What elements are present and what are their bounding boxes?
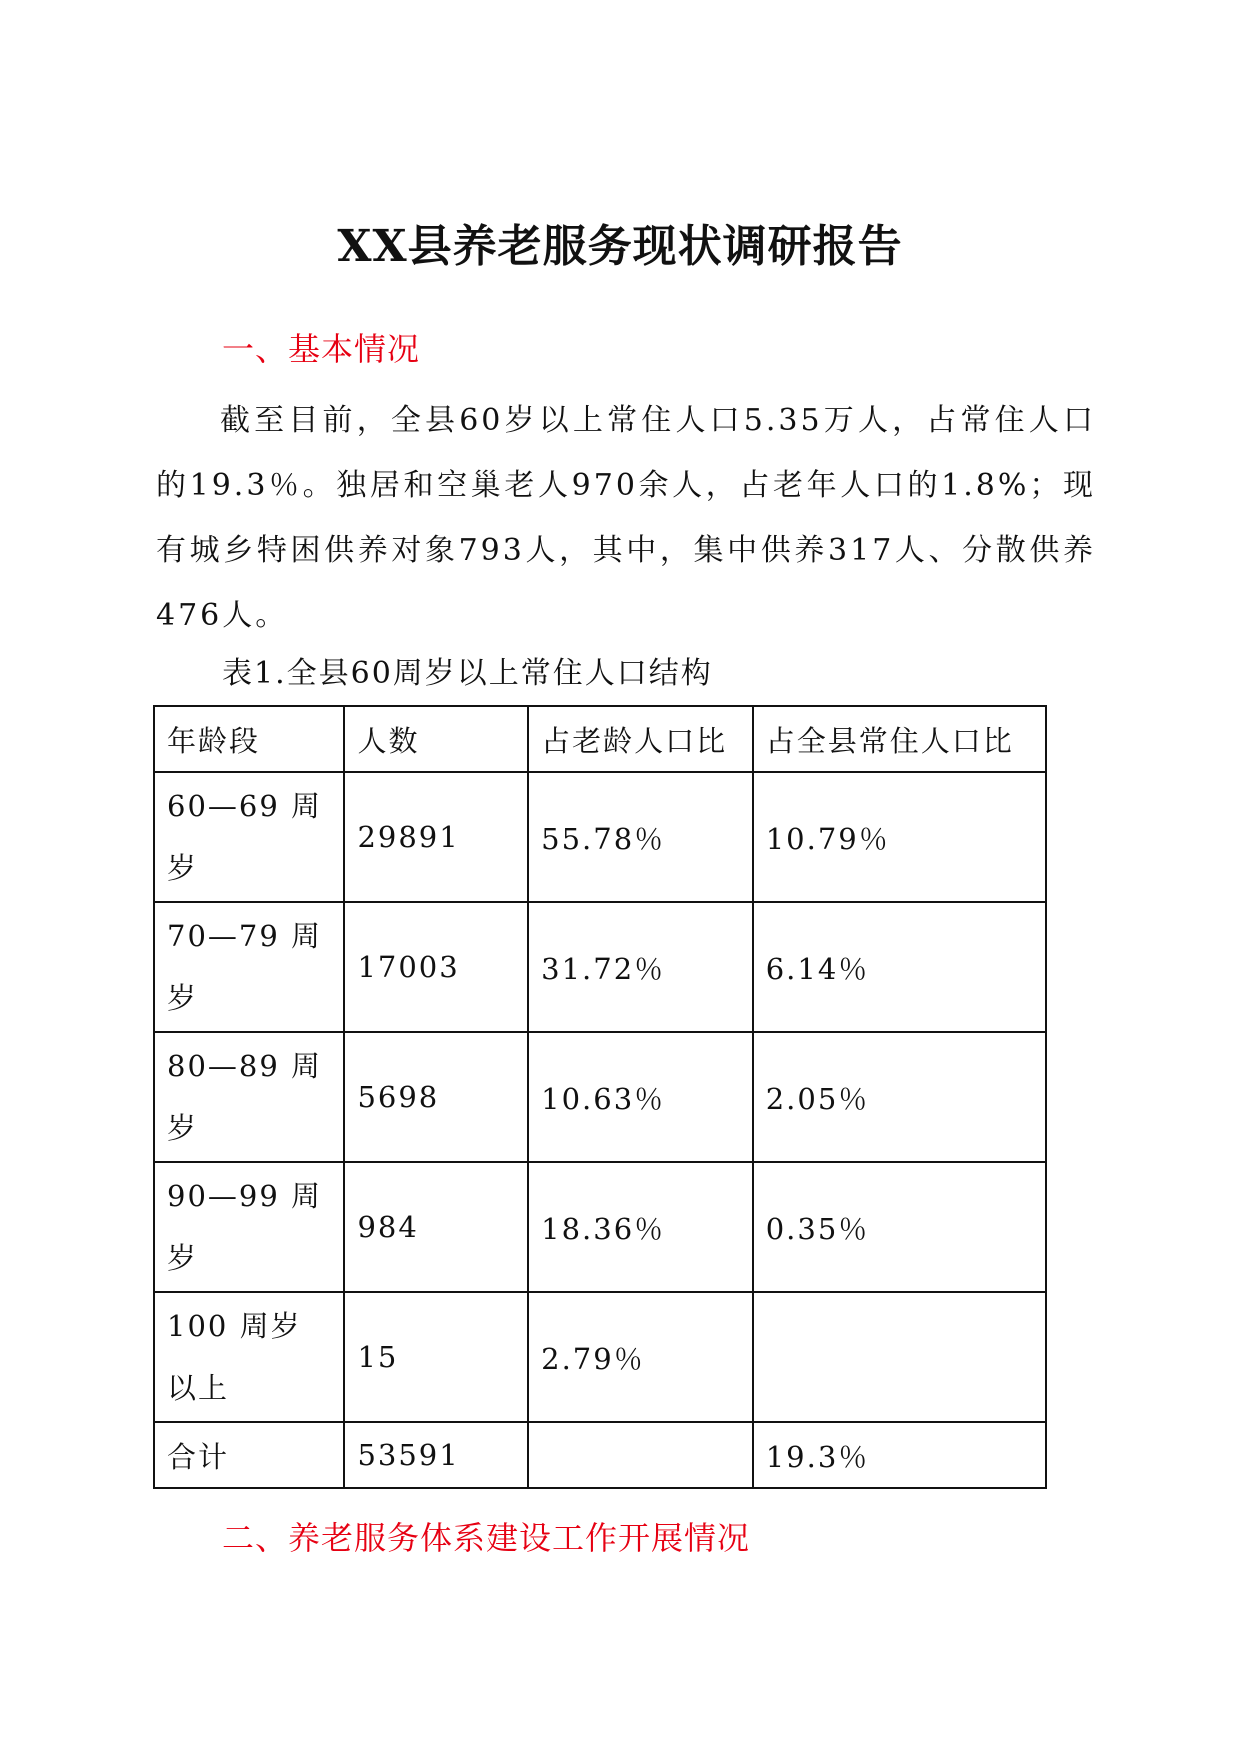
section-heading-basic-situation: 一、基本情况 <box>222 330 421 368</box>
table-cell-total-elderly-share <box>528 1422 753 1488</box>
section-heading-service-system: 二、养老服务体系建设工作开展情况 <box>222 1519 751 1557</box>
table-row <box>154 1162 1046 1292</box>
table-cell-total-share: 10.79％ <box>753 772 1046 902</box>
table-cell-elderly-share: 18.36％ <box>528 1162 753 1292</box>
table-cell-age: 100 周岁以上 <box>154 1292 344 1422</box>
table-header-total-share: 占全县常住人口比 <box>753 706 1046 772</box>
table-row <box>154 1292 1046 1422</box>
table-cell-count: 29891 <box>344 772 528 902</box>
table-cell-elderly-share: 10.63％ <box>528 1032 753 1162</box>
table-cell-elderly-share: 55.78％ <box>528 772 753 902</box>
table-cell-age: 80—89 周岁 <box>154 1032 344 1162</box>
table-row <box>154 902 1046 1032</box>
document-title: XX县养老服务现状调研报告 <box>337 221 903 272</box>
table-cell-total-label: 合计 <box>154 1422 344 1488</box>
table-cell-elderly-share: 31.72％ <box>528 902 753 1032</box>
table-cell-age: 60—69 周岁 <box>154 772 344 902</box>
table-cell-count: 15 <box>344 1292 528 1422</box>
population-structure-table <box>153 705 1047 1489</box>
table-total-row <box>154 1422 1046 1488</box>
table-header-elderly-share: 占老龄人口比 <box>528 706 753 772</box>
table-cell-age: 70—79 周岁 <box>154 902 344 1032</box>
table-cell-elderly-share: 2.79％ <box>528 1292 753 1422</box>
table-cell-count: 5698 <box>344 1032 528 1162</box>
table-header-row <box>154 706 1046 772</box>
table-cell-total-count: 53591 <box>344 1422 528 1488</box>
table-cell-count: 984 <box>344 1162 528 1292</box>
table-cell-total-total-share: 19.3％ <box>753 1422 1046 1488</box>
table-row <box>154 772 1046 902</box>
section-paragraph-basic-situation: 截至目前，全县60岁以上常住人口5.35万人，占常住人口的19.3％。独居和空巢老人970余人，占老年人口的1.8%；现有城乡特困供养对象793人，其中，集中供养317人、分散供养476人。 <box>156 403 1096 633</box>
table-caption: 表1.全县60周岁以上常住人口结构 <box>222 656 713 691</box>
table-cell-total-share: 0.35％ <box>753 1162 1046 1292</box>
table-cell-total-share: 2.05％ <box>753 1032 1046 1162</box>
table-cell-age: 90—99 周岁 <box>154 1162 344 1292</box>
table-row <box>154 1032 1046 1162</box>
table-cell-total-share <box>753 1292 1046 1422</box>
table-header-age: 年龄段 <box>154 706 344 772</box>
table-header-count: 人数 <box>344 706 528 772</box>
table-cell-total-share: 6.14％ <box>753 902 1046 1032</box>
table-cell-count: 17003 <box>344 902 528 1032</box>
